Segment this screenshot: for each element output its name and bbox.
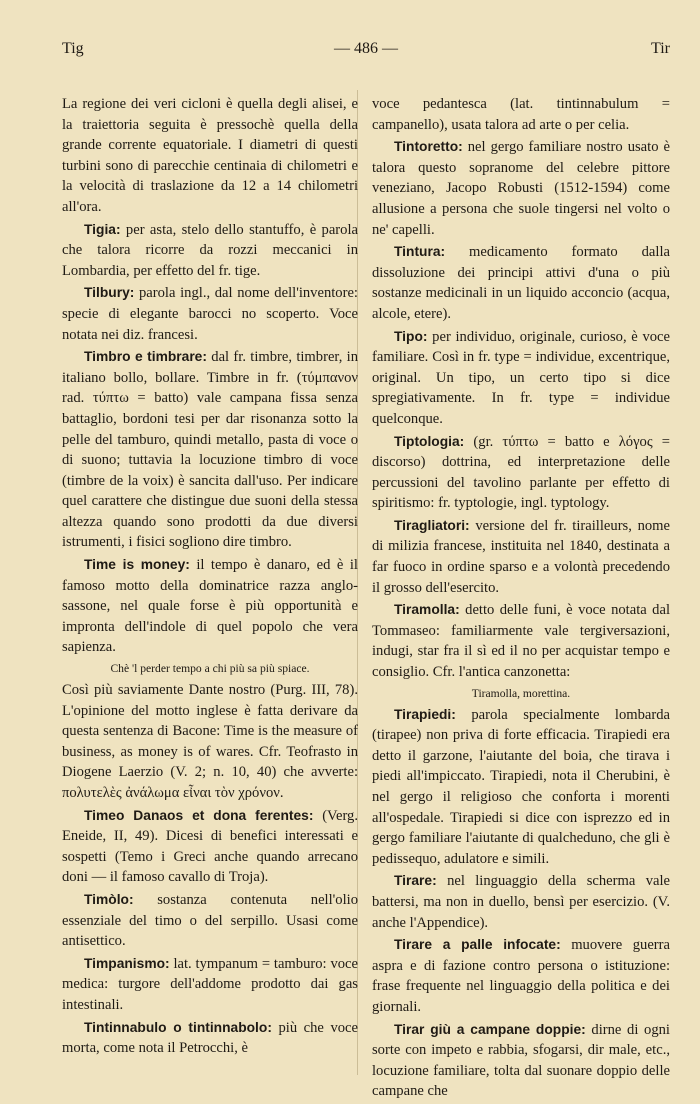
right-column: [372, 94, 670, 1104]
entry-timeo-danaos: [62, 806, 358, 888]
definition: per individuo, originale, curioso, è voce familiare. Così in fr. type = individue, excentrique, original. Un tipo, un certo tipo si dice spregiativamente. In fr. type = individue quelconque.: [372, 328, 671, 427]
definition: sostanza contenuta nell'olio essenziale del timo o del serpillo. Usasi come antisettico.: [62, 891, 358, 950]
definition: per asta, stelo dello stantuffo, è parola che talora ricorre da rozzi meccanici in Lombardia, per effetto del fr. tige.: [62, 221, 359, 279]
entry-timpanismo: [62, 954, 358, 1016]
header-left-guide-word: Tig: [62, 40, 84, 57]
entry-timbro: [62, 347, 358, 553]
headword: Tiptologia:: [394, 433, 465, 449]
header-right-guide-word: Tir: [651, 40, 670, 57]
definition: parola specialmente lombarda (tirapee) non priva di forte efficacia. Tirapiedi era detto il garzone, l'aiutante del boia, che tirava i piedi all'impiccato. Tirapiedi, nota il Cherubini, è nel gergo il religioso che conforta i morenti all'ospedale. Tirapiedi si dice con isprezzo ed in gergo familiare l'aiutante di qualcheduno, che gli è pedissequo, adulatore e simili.: [372, 706, 670, 867]
definition: muovere guerra aspra e di fazione contro persona o istituzione: frase frequente nel linguaggio della politica e dei giornali.: [372, 937, 670, 1015]
entry-tintura: [372, 242, 670, 324]
entry-tipo: [372, 327, 670, 430]
headword: Tirapiedi:: [394, 706, 456, 722]
verse-quote: Chè 'l perder tempo a chi più sa più spiace.: [110, 662, 310, 676]
definition: lat. tympanum = tamburo: voce medica: turgore dell'addome prodotto dai gas intestinali.: [62, 955, 358, 1013]
definition: (Verg. Eneide, II, 49). Dicesi di benefici interessati e sospetti (Temo i Greci anche quando arrecano doni — il famoso cavallo di Troja).: [62, 807, 358, 886]
definition: il tempo è danaro, ed è il famoso motto della dominatrice razza anglo-sassone, nel quale forse è più opportunità e impronta dell'indole di quel popolo che vera sapienza.: [62, 557, 358, 656]
entry-tiragliatori: [372, 516, 670, 598]
definition: (gr. τύπτω = batto e λόγος = discorso) dottrina, ed interpretazione delle percussioni del tavolino parlante per effetto di spiritismo: fr. typtologie, ingl. typtology.: [372, 433, 670, 512]
page-number: — 486 —: [334, 40, 398, 57]
headword: Tintinnabulo o tintinnabolo:: [84, 1019, 272, 1035]
entry-tiptologia: [372, 432, 670, 514]
entry-tintoretto: [372, 137, 670, 240]
cyclone-continuation: La regione dei veri cicloni è quella degli alisei, e la traiettoria seguita è pressochè quella della grande corrente equatoriale. I diametri di questi turbini sono di parecchie centinaia di chilometri e la velocità di traslazione da 12 a 14 chilometri all'ora.: [62, 96, 358, 215]
definition: nel gergo familiare nostro usato è talora questo sopranome del celebre pittore veneziano, Jacopo Robusti (1512-1594) come allusione a persona che suole tingersi nel volto o ne' capelli.: [372, 139, 670, 238]
headword: Time is money:: [84, 557, 190, 573]
headword: Tirar giù a campane doppie:: [394, 1021, 586, 1037]
entry-timolo: [62, 890, 358, 952]
headword: Timbro e timbrare:: [84, 349, 207, 365]
running-header: [62, 40, 670, 64]
headword: Timeo Danaos et dona ferentes:: [84, 807, 314, 823]
headword: Tipo:: [394, 328, 428, 344]
left-column: [62, 94, 358, 1061]
definition: più che voce morta, come nota il Petrocchi, è: [62, 1019, 358, 1057]
headword: Tilbury:: [84, 285, 135, 301]
entry-tirare-a-palle-infocate: [372, 935, 670, 1017]
entry-tirare: [372, 871, 670, 933]
definition: medicamento formato dalla dissoluzione dei principi attivi d'una o più sostanze medicinali in un liquido acconcio (acqua, alcole, etere).: [372, 244, 670, 322]
entry-tirar-giu: [372, 1020, 670, 1102]
entry-tirapiedi: [372, 705, 670, 870]
entry-tiramolla: [372, 600, 670, 682]
headword: Tintura:: [394, 244, 446, 260]
headword: Tigia:: [84, 221, 121, 237]
entry-time-is-money: [62, 555, 358, 658]
headword: Timpanismo:: [84, 955, 170, 971]
definition: nel linguaggio della scherma vale battersi, ma non in duello, bensì per esercizio. (V. anche l'Appendice).: [372, 873, 670, 931]
definition: versione del fr. tirailleurs, nome di milizia francese, instituita nel 1840, destinata a far fuoco in ordine sparso e a volontà precedendo il grosso dell'esercito.: [372, 517, 671, 596]
headword: Tiragliatori:: [394, 517, 470, 533]
entry-tintinnabulo-continued: voce pedantesca (lat. tintinnabulum = campanello), usata talora ad arte o per celia.: [372, 96, 670, 133]
entry-tilbury: [62, 283, 358, 345]
definition: parola ingl., dal nome dell'inventore: specie di elegante barocci no scoperto. Voce notata nei diz. francesi.: [62, 285, 358, 343]
headword: Timòlo:: [84, 891, 134, 907]
entry-tigia: [62, 220, 358, 282]
headword: Tiramolla:: [394, 602, 460, 618]
entry-time-is-money-continued: Così più saviamente Dante nostro (Purg. III, 78). L'opinione del motto inglese è fatta derivare da questa sentenza di Bacone: Time is the measure of business, as money is of wares. Cfr. Teofrasto in Diogene Laerzio (V. 2; n. 10, 40) che avverte: πολυτελὲς ἀνάλωμα εἶναι τὸν χρόνον.: [62, 682, 358, 801]
headword: Tintoretto:: [394, 139, 463, 155]
definition: dal fr. timbre, timbrer, in italiano bollo, bollare. Timbre in fr. (τύμπανον rad. τύπτω = batto) vale campana fissa senza battaglio, bordoni tesi per dar risonanza sotto la pelle del tamburo, quindi metallo, pasta di voce o di suono; tuttavia la locuzione timbro di voce (timbre de la voix) è sancita dall'uso. Per indicare quel carattere che distingue due suoni della stessa altezza quando sono prodotti da due diversi istrumenti, i fisici sogliono dire timbro.: [62, 349, 358, 551]
headword: Tirare:: [394, 873, 437, 889]
definition: detto delle funi, è voce notata dal Tommaseo: familiarmente vale tergiversazioni, indugi, star fra il sì ed il no per acquistar tempo e consiglio. Cfr. l'antica canzonetta:: [372, 602, 670, 681]
song-quote: Tiramolla, morettina.: [471, 686, 571, 700]
entry-tintinnabulo: [62, 1018, 358, 1059]
definition: dirne di ogni sorte con impeto e rabbia, sfogarsi, dir male, etc., locuzione familiare, tolta dal suonare doppio delle campane che: [372, 1021, 670, 1100]
headword: Tirare a palle infocate:: [394, 937, 561, 953]
